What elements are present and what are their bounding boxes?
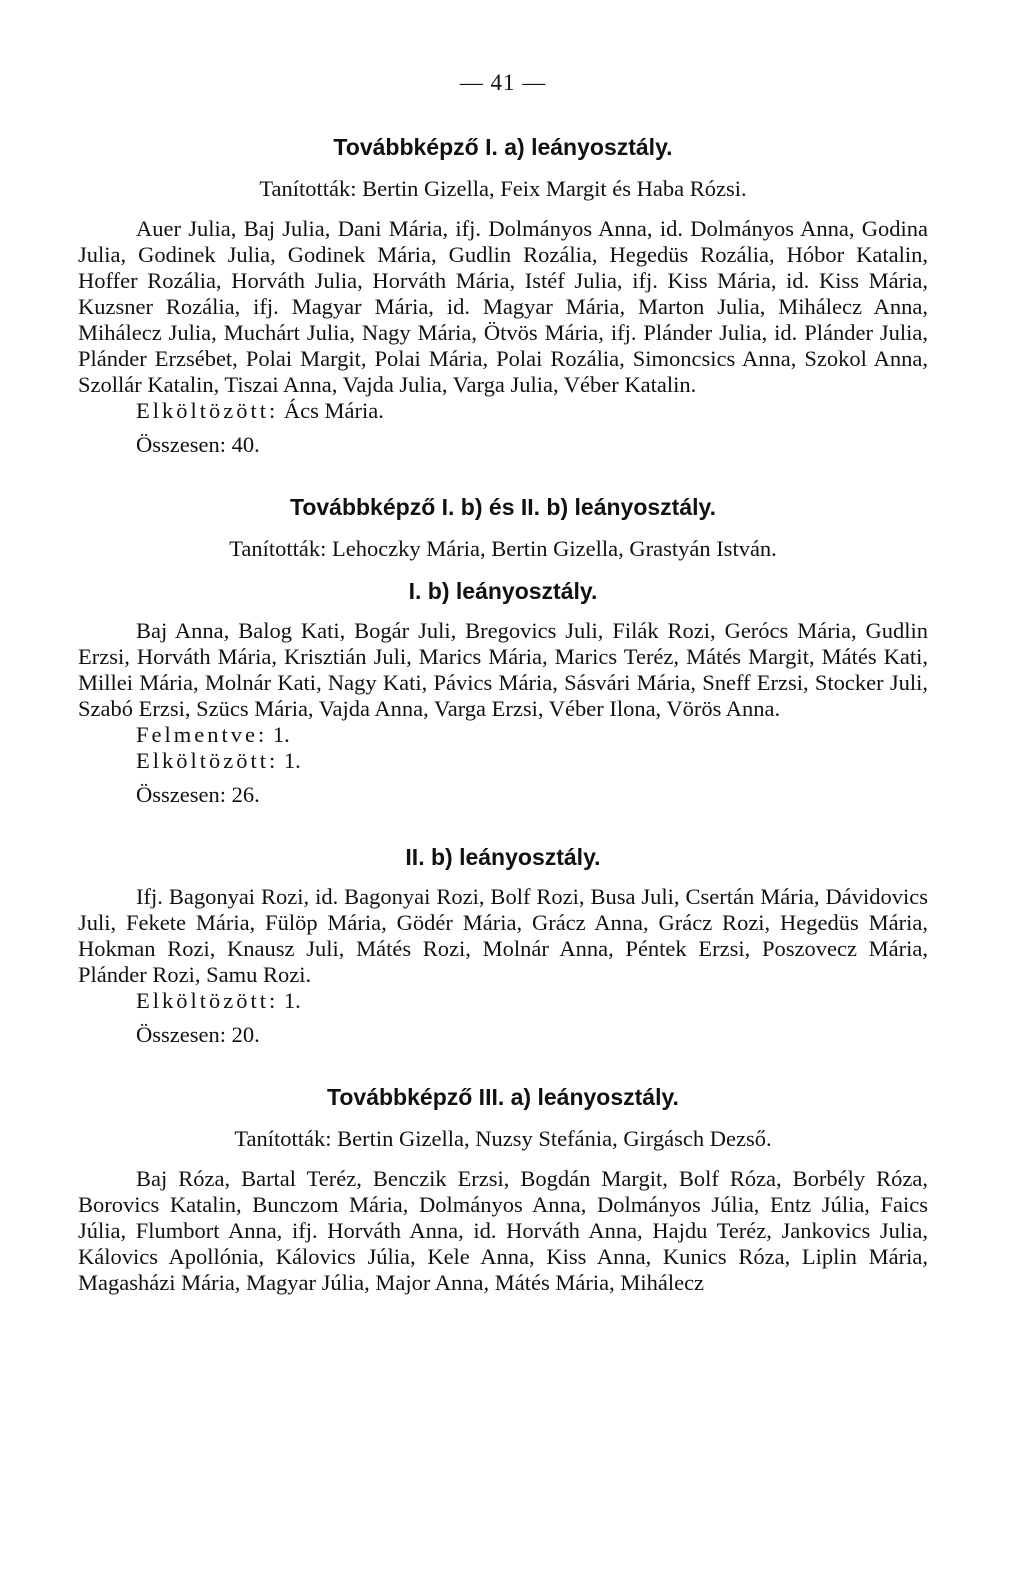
total-line: Összesen: 20. — [136, 1022, 260, 1047]
moved-label: Elköltözött: — [136, 398, 279, 423]
student-list: Auer Julia, Baj Julia, Dani Mária, ifj. Dolmányos Anna, id. Dolmányos Anna, Godina Julia, Godinek Julia, Godinek Mária, Gudlin Rozália, Hegedüs Rozália, Hóbor Katalin, Hoffer Rozália, Horváth Julia, Horváth Mária, Istéf Julia, ifj. Kiss Mária, id. Kiss Mária, Kuzsner Rozália, ifj. Magyar Mária, id. Magyar Mária, Marton Julia, Mihálecz Anna, Mihálecz Julia, Muchárt Julia, Nagy Mária, Ötvös Mária, ifj. Plánder Julia, id. Plánder Julia, Plánder Erzsébet, Polai Margit, Polai Mária, Polai Rozália, Simoncsics Anna, Szokol Anna, Szollár Katalin, Tiszai Anna, Vajda Julia, Varga Julia, Véber Katalin. — [78, 216, 928, 397]
total-line: Összesen: 26. — [136, 782, 260, 807]
moved-label: Elköltözött: — [136, 748, 279, 773]
moved-note — [136, 398, 928, 424]
total-line: Összesen: 40. — [136, 432, 260, 457]
moved-note — [136, 988, 928, 1014]
section-heading: II. b) leányosztály. — [405, 844, 601, 870]
moved-value: 1. — [283, 748, 301, 773]
section-heading: Továbbképző I. b) és II. b) leányosztály. — [289, 494, 717, 520]
teachers-line: Tanították: Bertin Gizella, Nuzsy Stefánia, Girgásch Dezső. — [234, 1126, 772, 1151]
section-heading: I. b) leányosztály. — [408, 578, 598, 604]
page-number: — 41 — — [459, 70, 547, 95]
moved-value: 1. — [283, 988, 301, 1013]
student-list: Baj Anna, Balog Kati, Bogár Juli, Bregovics Juli, Filák Rozi, Gerócs Mária, Gudlin Erzsi, Horváth Mária, Krisztián Juli, Marics Mária, Marics Teréz, Mátés Margit, Mátés Kati, Millei Mária, Molnár Kati, Nagy Kati, Pávics Mária, Sásvári Mária, Sneff Erzsi, Stocker Juli, Szabó Erzsi, Szücs Mária, Vajda Anna, Varga Erzsi, Véber Ilona, Vörös Anna. — [78, 618, 928, 721]
moved-note — [136, 748, 928, 774]
teachers-line: Tanították: Bertin Gizella, Feix Margit és Haba Rózsi. — [259, 176, 747, 201]
exempt-value: 1. — [272, 722, 290, 747]
document-page — [78, 62, 928, 1296]
teachers-line: Tanították: Lehoczky Mária, Bertin Gizella, Grastyán István. — [229, 536, 777, 561]
section-heading: Továbbképző I. a) leányosztály. — [333, 134, 673, 160]
section-heading: Továbbképző III. a) leányosztály. — [327, 1084, 679, 1110]
student-list: Ifj. Bagonyai Rozi, id. Bagonyai Rozi, Bolf Rozi, Busa Juli, Csertán Mária, Dávidovics Juli, Fekete Mária, Fülöp Mária, Gödér Mária, Grácz Anna, Grácz Rozi, Hegedüs Mária, Hokman Rozi, Knausz Juli, Mátés Rozi, Molnár Anna, Péntek Erzsi, Poszovecz Mária, Plánder Rozi, Samu Rozi. — [78, 884, 928, 987]
exempt-note — [136, 722, 928, 748]
exempt-label: Felmentve: — [136, 722, 268, 747]
moved-value: Ács Mária. — [283, 398, 384, 423]
moved-label: Elköltözött: — [136, 988, 279, 1013]
student-list: Baj Róza, Bartal Teréz, Benczik Erzsi, Bogdán Margit, Bolf Róza, Borbély Róza, Borovics Katalin, Bunczom Mária, Dolmányos Anna, Dolmányos Júlia, Entz Júlia, Faics Júlia, Flumbort Anna, ifj. Horváth Anna, id. Horváth Anna, Hajdu Teréz, Jankovics Julia, Kálovics Apollónia, Kálovics Júlia, Kele Anna, Kiss Anna, Kunics Róza, Liplin Mária, Magasházi Mária, Magyar Júlia, Major Anna, Mátés Mária, Mihálecz — [78, 1166, 928, 1295]
